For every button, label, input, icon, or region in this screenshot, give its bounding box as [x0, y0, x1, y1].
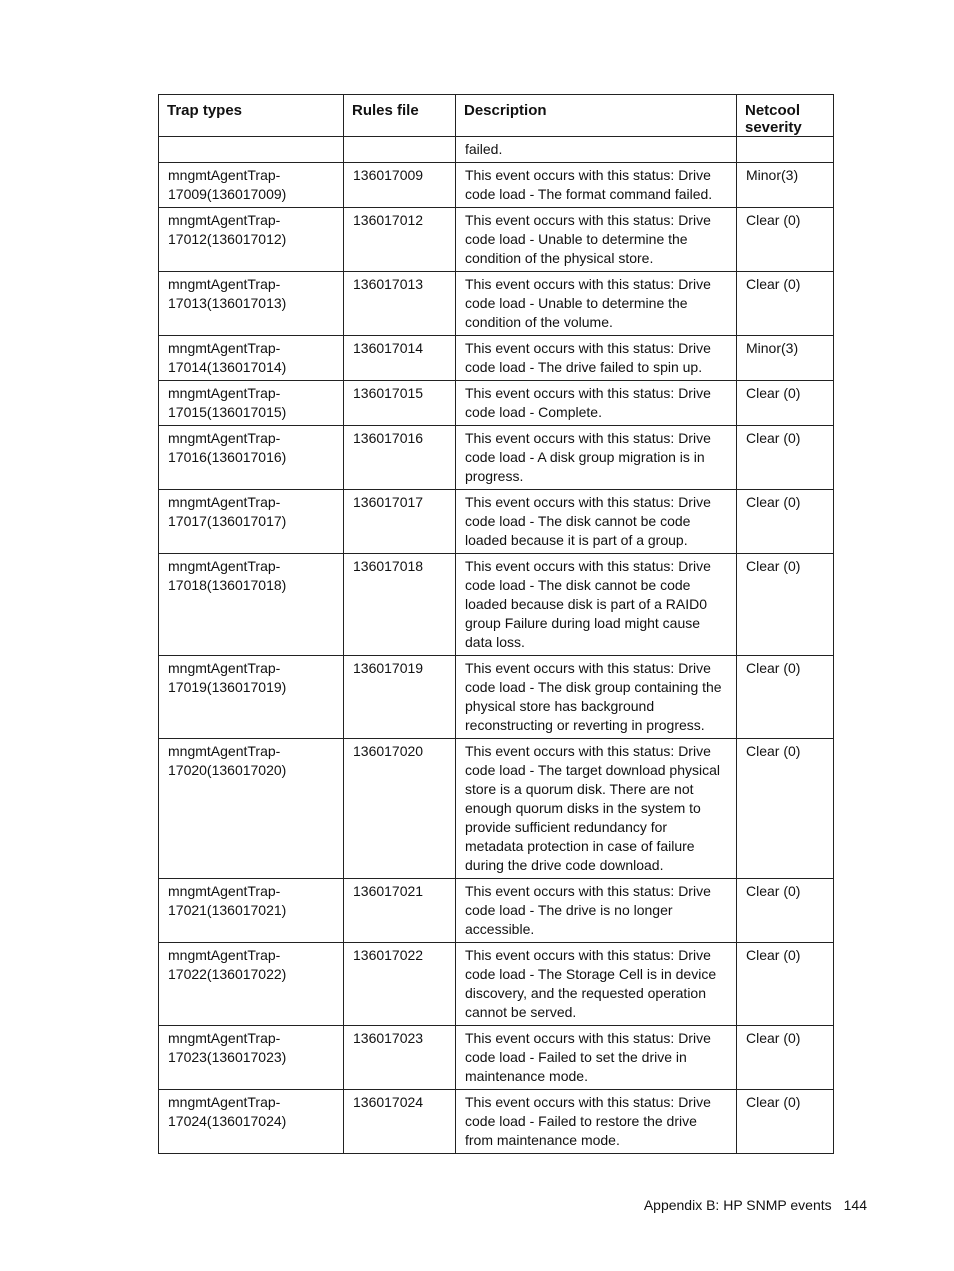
trap-id-line: 17023(136017023) [168, 1049, 287, 1065]
trap-name-line: mngmtAgentTrap- [168, 883, 281, 899]
header-description: Description [456, 95, 737, 137]
header-trap-types: Trap types [159, 95, 344, 137]
severity-cell: Clear (0) [737, 426, 834, 490]
trap-id-line: 17021(136017021) [168, 902, 287, 918]
rules-file-cell: 136017019 [344, 656, 456, 739]
table-row [159, 1090, 834, 1154]
trap-type-cell [159, 490, 344, 554]
severity-cell: Clear (0) [737, 208, 834, 272]
trap-type-cell [159, 163, 344, 208]
rules-file-cell: 136017012 [344, 208, 456, 272]
severity-cell: Clear (0) [737, 1026, 834, 1090]
trap-name-line: mngmtAgentTrap- [168, 340, 281, 356]
rules-file-cell: 136017014 [344, 336, 456, 381]
table-row [159, 163, 834, 208]
description-cell: This event occurs with this status: Drive code load - The drive failed to spin up. [456, 336, 737, 381]
trap-id-line: 17018(136017018) [168, 577, 287, 593]
rules-file-cell: 136017022 [344, 943, 456, 1026]
severity-cell: Clear (0) [737, 656, 834, 739]
rules-file-cell: 136017017 [344, 490, 456, 554]
trap-type-cell [159, 656, 344, 739]
severity-cell: Clear (0) [737, 272, 834, 336]
trap-type-cell [159, 426, 344, 490]
rules-file-cell: 136017009 [344, 163, 456, 208]
trap-type-cell [159, 381, 344, 426]
table-header-row [159, 95, 834, 137]
table-row [159, 656, 834, 739]
description-cell: This event occurs with this status: Drive code load - Complete. [456, 381, 737, 426]
description-cell: This event occurs with this status: Drive code load - Unable to determine the condition of the volume. [456, 272, 737, 336]
trap-id-line: 17012(136017012) [168, 231, 287, 247]
rules-file-cell: 136017021 [344, 879, 456, 943]
description-cell: This event occurs with this status: Drive code load - A disk group migration is in progress. [456, 426, 737, 490]
trap-type-cell [159, 739, 344, 879]
trap-id-line: 17009(136017009) [168, 186, 287, 202]
description-cell: This event occurs with this status: Drive code load - Failed to set the drive in maintenance mode. [456, 1026, 737, 1090]
table-row [159, 208, 834, 272]
trap-id-line: 17019(136017019) [168, 679, 287, 695]
severity-cell: Clear (0) [737, 943, 834, 1026]
rules-file-cell: 136017018 [344, 554, 456, 656]
trap-type-cell [159, 554, 344, 656]
rules-file-cell: 136017023 [344, 1026, 456, 1090]
trap-name-line: mngmtAgentTrap- [168, 1094, 281, 1110]
trap-name-line: mngmtAgentTrap- [168, 494, 281, 510]
continuation-description-cell: failed. [456, 137, 737, 163]
description-cell: This event occurs with this status: Drive code load - The format command failed. [456, 163, 737, 208]
trap-id-line: 17014(136017014) [168, 359, 287, 375]
table-row [159, 879, 834, 943]
table-row [159, 381, 834, 426]
severity-cell: Clear (0) [737, 1090, 834, 1154]
rules-file-cell: 136017016 [344, 426, 456, 490]
trap-name-line: mngmtAgentTrap- [168, 1030, 281, 1046]
description-cell: This event occurs with this status: Drive code load - The target download physical store is a quorum disk. There are not enough quorum disks in the system to provide sufficient redundancy for metadata protection in case of failure during the drive code download. [456, 739, 737, 879]
trap-name-line: mngmtAgentTrap- [168, 167, 281, 183]
rules-file-cell: 136017020 [344, 739, 456, 879]
trap-type-cell [159, 1026, 344, 1090]
table-row [159, 1026, 834, 1090]
continuation-severity-cell [737, 137, 834, 163]
table-row [159, 490, 834, 554]
table-row [159, 272, 834, 336]
table-row [159, 336, 834, 381]
trap-name-line: mngmtAgentTrap- [168, 660, 281, 676]
severity-cell: Clear (0) [737, 879, 834, 943]
continuation-row [159, 137, 834, 163]
rules-file-cell: 136017024 [344, 1090, 456, 1154]
description-cell: This event occurs with this status: Drive code load - Failed to restore the drive from maintenance mode. [456, 1090, 737, 1154]
severity-cell: Minor(3) [737, 336, 834, 381]
trap-name-line: mngmtAgentTrap- [168, 212, 281, 228]
trap-type-cell [159, 336, 344, 381]
trap-type-cell [159, 208, 344, 272]
trap-name-line: mngmtAgentTrap- [168, 385, 281, 401]
trap-type-cell [159, 1090, 344, 1154]
continuation-rules-cell [344, 137, 456, 163]
severity-cell: Clear (0) [737, 739, 834, 879]
description-cell: This event occurs with this status: Drive code load - The Storage Cell is in device discovery, and the requested operation cannot be served. [456, 943, 737, 1026]
page-number: 144 [843, 1197, 867, 1213]
trap-id-line: 17022(136017022) [168, 966, 287, 982]
rules-file-cell: 136017015 [344, 381, 456, 426]
severity-cell: Clear (0) [737, 554, 834, 656]
continuation-trap-cell [159, 137, 344, 163]
snmp-events-table [158, 94, 834, 1154]
header-rules-file: Rules file [344, 95, 456, 137]
trap-name-line: mngmtAgentTrap- [168, 558, 281, 574]
table-row [159, 426, 834, 490]
table-row [159, 943, 834, 1026]
rules-file-cell: 136017013 [344, 272, 456, 336]
page-footer [644, 1196, 867, 1214]
trap-type-cell [159, 272, 344, 336]
severity-cell: Clear (0) [737, 381, 834, 426]
severity-cell: Clear (0) [737, 490, 834, 554]
trap-id-line: 17017(136017017) [168, 513, 287, 529]
table-row [159, 739, 834, 879]
trap-name-line: mngmtAgentTrap- [168, 743, 281, 759]
trap-id-line: 17013(136017013) [168, 295, 287, 311]
header-severity-line1: Netcool [745, 102, 801, 119]
trap-id-line: 17020(136017020) [168, 762, 287, 778]
trap-type-cell [159, 879, 344, 943]
trap-name-line: mngmtAgentTrap- [168, 430, 281, 446]
description-cell: This event occurs with this status: Drive code load - The disk cannot be code loaded because disk is part of a RAID0 group Failure during load might cause data loss. [456, 554, 737, 656]
header-severity-line2: severity [745, 119, 802, 136]
description-cell: This event occurs with this status: Drive code load - The disk cannot be code loaded because it is part of a group. [456, 490, 737, 554]
trap-name-line: mngmtAgentTrap- [168, 276, 281, 292]
severity-cell: Minor(3) [737, 163, 834, 208]
description-cell: This event occurs with this status: Drive code load - The drive is no longer accessible. [456, 879, 737, 943]
description-cell: This event occurs with this status: Drive code load - The disk group containing the physical store has background reconstructing or reverting in progress. [456, 656, 737, 739]
description-cell: This event occurs with this status: Drive code load - Unable to determine the condition of the physical store. [456, 208, 737, 272]
trap-id-line: 17024(136017024) [168, 1113, 287, 1129]
trap-id-line: 17016(136017016) [168, 449, 287, 465]
footer-section-title: Appendix B: HP SNMP events [643, 1197, 832, 1213]
table-row [159, 554, 834, 656]
trap-id-line: 17015(136017015) [168, 404, 287, 420]
trap-name-line: mngmtAgentTrap- [168, 947, 281, 963]
header-netcool-severity [737, 95, 834, 137]
trap-type-cell [159, 943, 344, 1026]
